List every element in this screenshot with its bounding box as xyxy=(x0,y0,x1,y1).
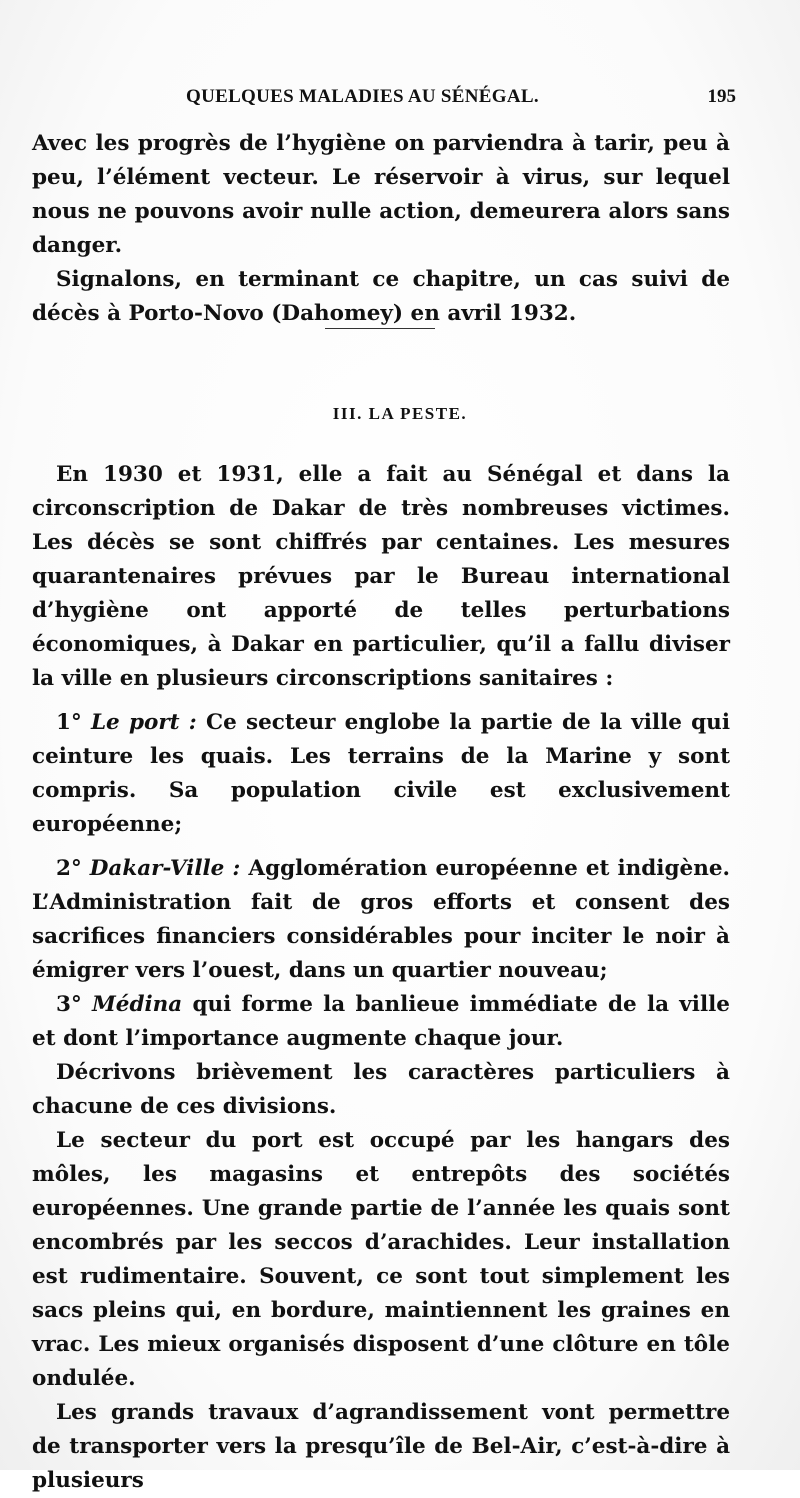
intro-text xyxy=(32,127,730,331)
item-text: qui forme la banlieue immédiate de la ville et dont l’importance augmente chaque jour. xyxy=(32,992,730,1051)
list-item-port xyxy=(32,706,730,842)
paragraph: En 1930 et 1931, elle a fait au Sénégal et dans la circonscription de Dakar de très nombreuses victimes. Les décès se sont chiffrés par centaines. Les mesures quarantenaires prévues par le Bureau international d’hygiène ont apporté de telles perturbations économiques, à Dakar en particulier, qu’il a fallu diviser la ville en plusieurs circonscriptions sanitaires : xyxy=(32,462,730,691)
item-text: Ce secteur englobe la partie de la ville qui ceinture les quais. Les terrains de la Marine y sont compris. Sa population civile est exclusivement européenne; xyxy=(32,710,730,837)
item-text: Agglomération européenne et indigène. L’Administration fait de gros efforts et consent des sacrifices financiers considérables pour inciter le noir à émigrer vers l’ouest, dans un quartier nouveau; xyxy=(32,856,730,983)
item-title: Le port : xyxy=(90,710,197,735)
section-text xyxy=(32,458,730,1498)
paragraph: Le secteur du port est occupé par les hangars des môles, les magasins et entrepôts des sociétés européennes. Une grande partie de l’année les quais sont encombrés par les seccos d’arachides. Leur installation est rudimentaire. Souvent, ce sont tout simplement les sacs pleins qui, en bordure, maintiennent les graines en vrac. Les mieux organisés disposent d’une clôture en tôle ondulée. xyxy=(32,1128,730,1391)
running-title: QUELQUES MALADIES AU SÉNÉGAL. xyxy=(186,86,539,107)
section-heading: III. LA PESTE. xyxy=(332,404,468,423)
item-number: 3° xyxy=(56,992,82,1017)
list-item-medina xyxy=(32,988,730,1056)
item-title: Médina xyxy=(91,992,183,1017)
item-number: 1° xyxy=(56,710,82,735)
section-divider xyxy=(325,328,435,329)
list-item-dakar-ville xyxy=(32,852,730,988)
paragraph: Avec les progrès de l’hygiène on parviendra à tarir, peu à peu, l’élément vecteur. Le réservoir à virus, sur lequel nous ne pouvons avoir nulle action, demeurera alors sans danger. xyxy=(32,131,730,258)
page-number: 195 xyxy=(707,86,736,107)
item-title: Dakar-Ville : xyxy=(89,856,241,881)
page-header xyxy=(36,86,736,116)
paragraph: Décrivons brièvement les caractères particuliers à chacune de ces divisions. xyxy=(32,1060,730,1119)
item-number: 2° xyxy=(56,856,82,881)
paragraph: Signalons, en terminant ce chapitre, un cas suivi de décès à Porto-Novo (Dahomey) en avril 1932. xyxy=(32,267,730,326)
paragraph: Les grands travaux d’agrandissement vont permettre de transporter vers la presqu’île de Bel-Air, c’est-à-dire à plusieurs xyxy=(32,1400,730,1493)
